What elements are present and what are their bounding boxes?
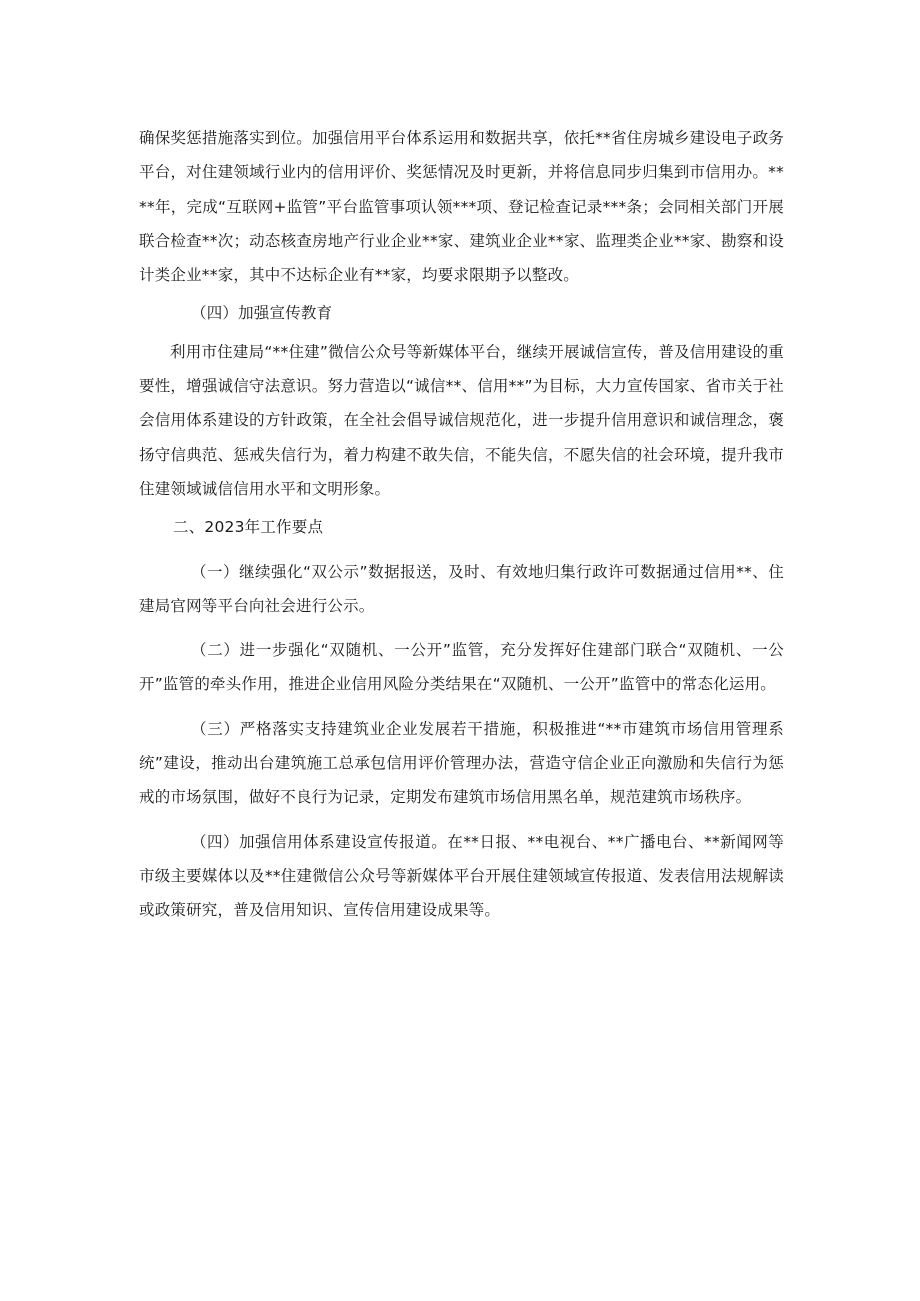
work-point-2: （二）进一步强化“双随机、一公开”监管，充分发挥好住建部门联合“双随机、一公开”监管的牵头作用，推进企业信用风险分类结果在“双随机、一公开”监管中的常态化运用。 [139, 641, 784, 694]
paragraph-continuation: 确保奖惩措施落实到位。加强信用平台体系运用和数据共享，依托**省住房城乡建设电子政务平台，对住建领域行业内的信用评价、奖惩情况及时更新，并将信息同步归集到市信用办。****年，完成“互联网+监管”平台监管事项认领***项、登记检查记录***条；会同相关部门开展联合检查**次；动态核查房地产行业企业**家、建筑业企业**家、监理类企业**家、勘察和设计类企业**家，其中不达标企业有**家，均要求限期予以整改。 [139, 129, 784, 285]
document-body [139, 121, 784, 928]
section-4-body: 利用市住建局“**住建”微信公众号等新媒体平台，继续开展诚信宣传，普及信用建设的重要性，增强诚信守法意识。努力营造以“诚信**、信用**”为目标，大力宣传国家、省市关于社会信用体系建设的方针政策，在全社会倡导诚信规范化，进一步提升信用意识和诚信理念，褒扬守信典范、惩戒失信行为，着力构建不敢失信，不能失信，不愿失信的社会环境，提升我市住建领域诚信信用水平和文明形象。 [139, 342, 784, 498]
part-2-heading: 二、2023年工作要点 [173, 518, 324, 537]
work-point-3: （三）严格落实支持建筑业企业发展若干措施，积极推进“**市建筑市场信用管理系统”建设，推动出台建筑施工总承包信用评价管理办法，营造守信企业正向激励和失信行为惩戒的市场氛围，做好不良行为记录，定期发布建筑市场信用黑名单，规范建筑市场秩序。 [139, 719, 784, 807]
work-point-4: （四）加强信用体系建设宣传报道。在**日报、**电视台、**广播电台、**新闻网等市级主要媒体以及**住建微信公众号等新媒体平台开展住建领域宣传报道、发表信用法规解读或政策研究，普及信用知识、宣传信用建设成果等。 [139, 832, 784, 920]
work-point-1: （一）继续强化“双公示”数据报送，及时、有效地归集行政许可数据通过信用**、住建局官网等平台向社会进行公示。 [139, 562, 784, 615]
section-4-heading: （四）加强宣传教育 [191, 304, 333, 323]
